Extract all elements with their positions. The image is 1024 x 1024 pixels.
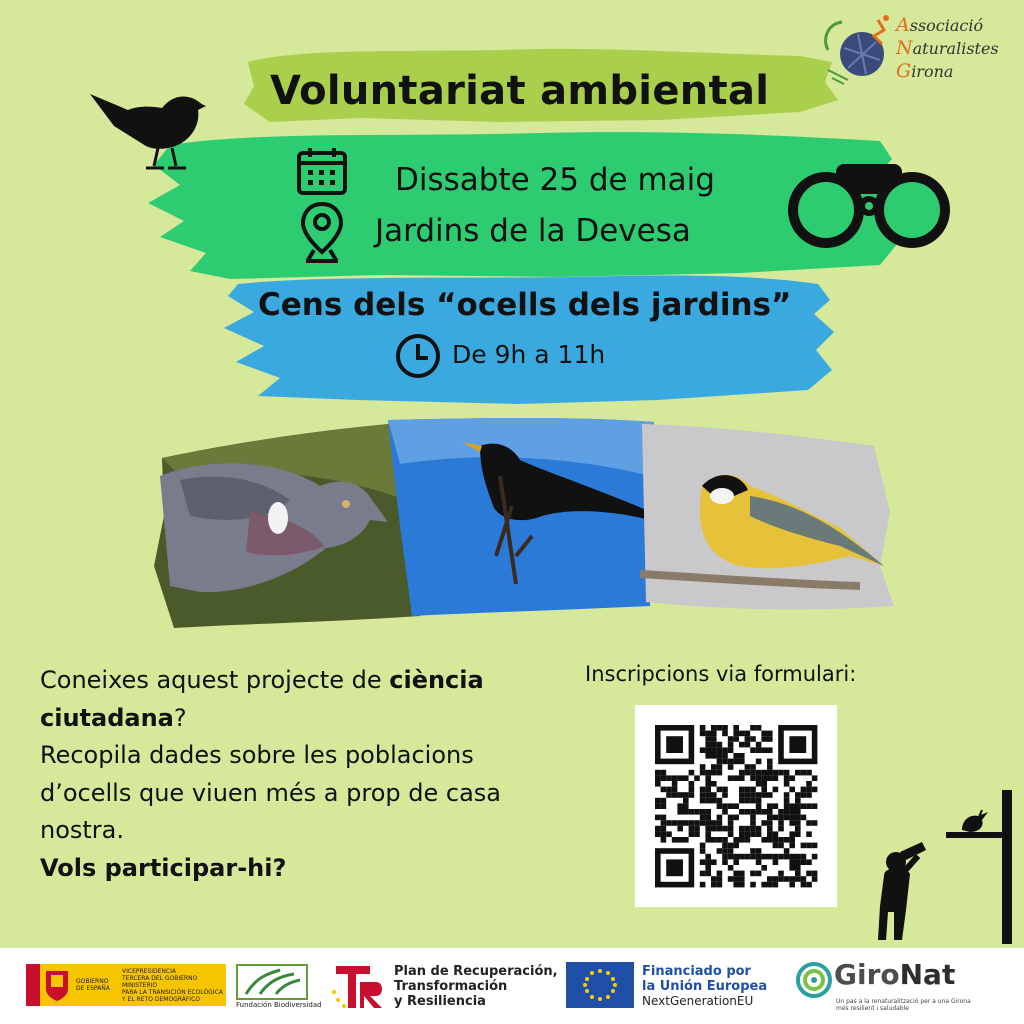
gironat-wordmark: GiroNat: [834, 958, 956, 991]
event-place: Jardins de la Devesa: [375, 213, 691, 249]
bird-photo-collage: [150, 416, 895, 628]
registration-label: Inscripcions via formulari:: [585, 662, 857, 686]
logo-line-2: Naturalistes: [896, 37, 999, 59]
fundacion-label: Fundación Biodiversidad: [236, 1001, 322, 1009]
registration-qr-code[interactable]: [635, 705, 837, 907]
calendar-icon: [296, 146, 348, 196]
eu-label: Financiado por la Unión Europea NextGenerationEU: [642, 964, 768, 1008]
intro-question: Coneixes aquest projecte de ciència ciutadana?: [40, 666, 484, 732]
location-pin-icon: [300, 200, 344, 264]
gironat-logo-icon: [796, 962, 832, 998]
participate-question: Vols participar-hi?: [40, 853, 287, 882]
gironat-tagline: Un pas a la renaturalització per a una Girona més resilient i saludable: [836, 998, 971, 1012]
gobierno-logo: [26, 964, 226, 1006]
binoculars-icon: [784, 148, 954, 252]
page-title: Voluntariat ambiental: [270, 68, 770, 114]
eu-flag-icon: [566, 962, 634, 1008]
birdwatcher-silhouette-icon: [870, 790, 1020, 946]
qr-code-icon[interactable]: [635, 705, 837, 907]
bird-silhouette-icon: [88, 88, 212, 172]
coat-of-arms-icon: [42, 967, 72, 1003]
project-description: [40, 662, 560, 887]
sponsor-footer: [0, 948, 1024, 1024]
ministry-label: VICEPRESIDENCIA TERCERA DEL GOBIERNO MINISTERIO PARA LA TRANSICIÓN ECOLÓGICA Y EL RETO DEMOGRÁFICO: [122, 968, 223, 1003]
census-title: Cens dels “ocells dels jardins”: [258, 287, 792, 323]
logo-line-3: Girona: [896, 60, 954, 82]
fundacion-biodiversidad-icon: [236, 964, 308, 1000]
spain-flag-icon: [26, 964, 40, 1006]
plan-label: Plan de Recuperación, Transformación y Resiliencia: [394, 964, 558, 1009]
association-logo-text: [896, 14, 999, 83]
logo-line-1: Associació: [896, 14, 984, 36]
event-hours: De 9h a 11h: [452, 340, 606, 369]
event-date: Dissabte 25 de maig: [395, 162, 715, 198]
plan-recuperacion-icon: [330, 962, 386, 1010]
clock-icon: [394, 332, 442, 380]
description-paragraph: Recopila dades sobre les poblacions d’ocells que viuen més a prop de casa nostra.: [40, 741, 501, 844]
association-logo-icon: [818, 8, 896, 88]
gov-label: GOBIERNO DE ESPAÑA: [76, 978, 110, 992]
